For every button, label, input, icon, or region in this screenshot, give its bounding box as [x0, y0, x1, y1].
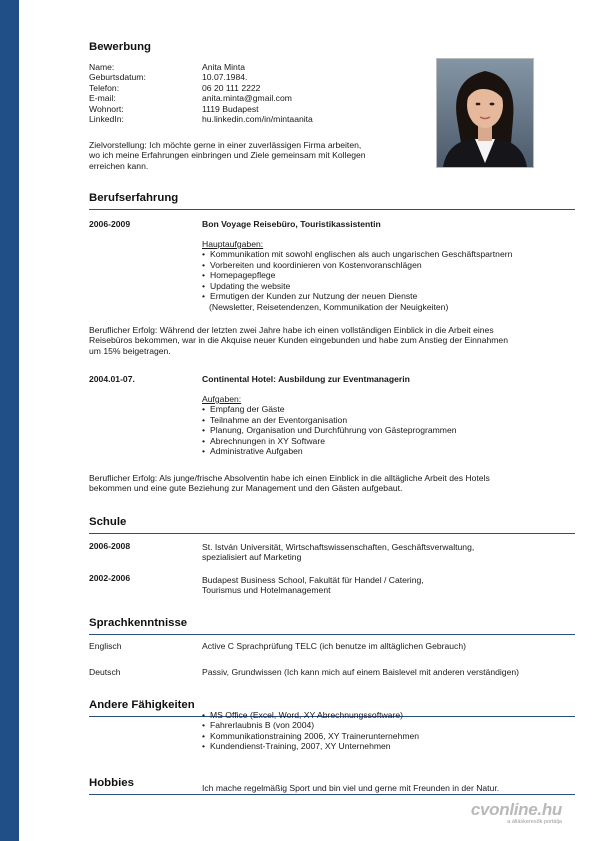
list-item: • Vorbereiten und koordinieren von Kostenvoranschlägen: [202, 260, 512, 270]
job-position: Bon Voyage Reisebüro, Touristikassistentin: [202, 219, 381, 229]
goal-line: wo ich meine Erfahrungen einbringen und Ziele gemeinsam mit Kollegen: [89, 150, 366, 161]
list-item: • MS Office (Excel, Word, XY Abrechnungssoftware): [202, 710, 419, 720]
school-line: Budapest Business School, Fakultät für Handel / Catering,: [202, 575, 424, 585]
school-entry: [202, 542, 474, 563]
left-stripe: [0, 0, 19, 841]
list-item: • Updating the website: [202, 281, 512, 291]
experience-heading: Berufserfahrung: [89, 192, 179, 204]
section-divider: [89, 634, 575, 635]
job-period: 2004.01-07.: [89, 374, 135, 384]
list-item: • Fahrerlaubnis B (von 2004): [202, 720, 419, 730]
tasks-continuation: (Newsletter, Reisetendenzen, Kommunikation der Neuigkeiten): [209, 301, 449, 312]
section-divider: [89, 209, 575, 210]
job-success: [89, 473, 490, 494]
language-level: Active C Sprachprüfung TELC (ich benutze im alltäglichen Gebrauch): [202, 641, 466, 651]
skills-heading: Andere Fähigkeiten: [89, 699, 195, 711]
portrait-image: [437, 59, 533, 167]
phone-value: 06 20 111 2222: [202, 82, 261, 93]
success-line: Reisebüros bekommen, war in die Akquise neuer Kunden eingebunden und habe zum Anstieg der Einnahmen: [89, 335, 508, 346]
personal-values: [202, 62, 313, 125]
job-period: 2006-2009: [89, 219, 131, 229]
school-heading: Schule: [89, 516, 127, 528]
language-name: Deutsch: [89, 667, 121, 677]
field-label: E-mail:: [89, 93, 116, 104]
school-entry: [202, 575, 424, 596]
job-tasks: [202, 394, 457, 457]
list-item: • Administrative Aufgaben: [202, 446, 457, 456]
list-item: • Teilnahme an der Eventorganisation: [202, 415, 457, 425]
success-line: bekommen und eine gute Beziehung zur Management und den Gästen aufgebaut.: [89, 483, 403, 494]
list-item: • Ermutigen der Kunden zur Nutzung der neuen Dienste: [202, 291, 512, 301]
field-label: Name:: [89, 62, 115, 72]
school-line: Tourismus und Hotelmanagement: [202, 585, 331, 596]
hobbies-text: Ich mache regelmäßig Sport und bin viel und gerne mit Freunden in der Natur.: [202, 783, 500, 793]
goal-line: Zielvorstellung: Ich möchte gerne in einer zuverlässigen Firma arbeiten,: [89, 140, 362, 150]
job-success: [89, 325, 508, 356]
birthdate-value: 10.07.1984.: [202, 72, 248, 83]
tasks-title: Hauptaufgaben:: [202, 239, 264, 249]
school-period: 2006-2008: [89, 541, 131, 551]
name-value: Anita Minta: [202, 62, 245, 72]
cvonline-logo[interactable]: [444, 800, 562, 825]
linkedin-value[interactable]: hu.linkedin.com/in/mintaanita: [202, 114, 313, 125]
success-line: Beruflicher Erfolg: Während der letzten zwei Jahre habe ich einen vollständigen Einblick in die Arbeit eines: [89, 325, 494, 335]
list-item: • Empfang der Gäste: [202, 404, 457, 414]
field-label: Geburtsdatum:: [89, 72, 146, 83]
address-value: 1119 Budapest: [202, 103, 259, 114]
personal-labels: [89, 62, 146, 125]
school-period: 2002-2006: [89, 573, 131, 583]
page-title: Bewerbung: [89, 41, 152, 53]
logo-tagline: a álláskeresők portálja: [507, 818, 562, 825]
skills-list: [202, 710, 419, 752]
hobbies-heading: Hobbies: [89, 777, 134, 789]
tasks-title: Aufgaben:: [202, 394, 242, 404]
logo-text: cvonline.hu: [470, 800, 562, 819]
success-line: Beruflicher Erfolg: Als junge/frische Absolventin habe ich einen Einblick in die alltägliche Arbeit des Hotels: [89, 473, 490, 483]
goal-line: erreichen kann.: [89, 160, 149, 171]
field-label: LinkedIn:: [89, 114, 124, 125]
career-goal: [89, 140, 366, 171]
language-name: Englisch: [89, 641, 122, 651]
list-item: • Kommunikation mit sowohl englischen als auch ungarischen Geschäftspartnern: [202, 249, 512, 259]
list-item: • Kommunikationstraining 2006, XY Trainerunternehmen: [202, 731, 419, 741]
list-item: • Homepagepflege: [202, 270, 512, 280]
job-position: Continental Hotel: Ausbildung zur Eventmanagerin: [202, 374, 410, 384]
success-line: um 15% beigetragen.: [89, 345, 171, 356]
email-value[interactable]: anita.minta@gmail.com: [202, 93, 292, 104]
field-label: Wohnort:: [89, 103, 124, 114]
school-line: spezialisiert auf Marketing: [202, 552, 302, 563]
language-level: Passiv, Grundwissen (Ich kann mich auf einem Baislevel mit anderen verständigen): [202, 667, 520, 677]
tasks-list: [202, 404, 457, 456]
section-divider: [89, 533, 575, 534]
list-item: • Abrechnungen in XY Software: [202, 436, 457, 446]
profile-photo: [436, 58, 534, 168]
section-divider: [89, 794, 575, 795]
field-label: Telefon:: [89, 82, 120, 93]
school-line: St. István Universität, Wirtschaftswissenschaften, Geschäftsverwaltung,: [202, 542, 475, 552]
languages-heading: Sprachkenntnisse: [89, 617, 188, 629]
list-item: • Kundendienst-Training, 2007, XY Unternehmen: [202, 741, 419, 751]
list-item: • Planung, Organisation und Durchführung von Gästeprogrammen: [202, 425, 457, 435]
tasks-list: [202, 249, 512, 301]
job-tasks: [202, 239, 512, 312]
